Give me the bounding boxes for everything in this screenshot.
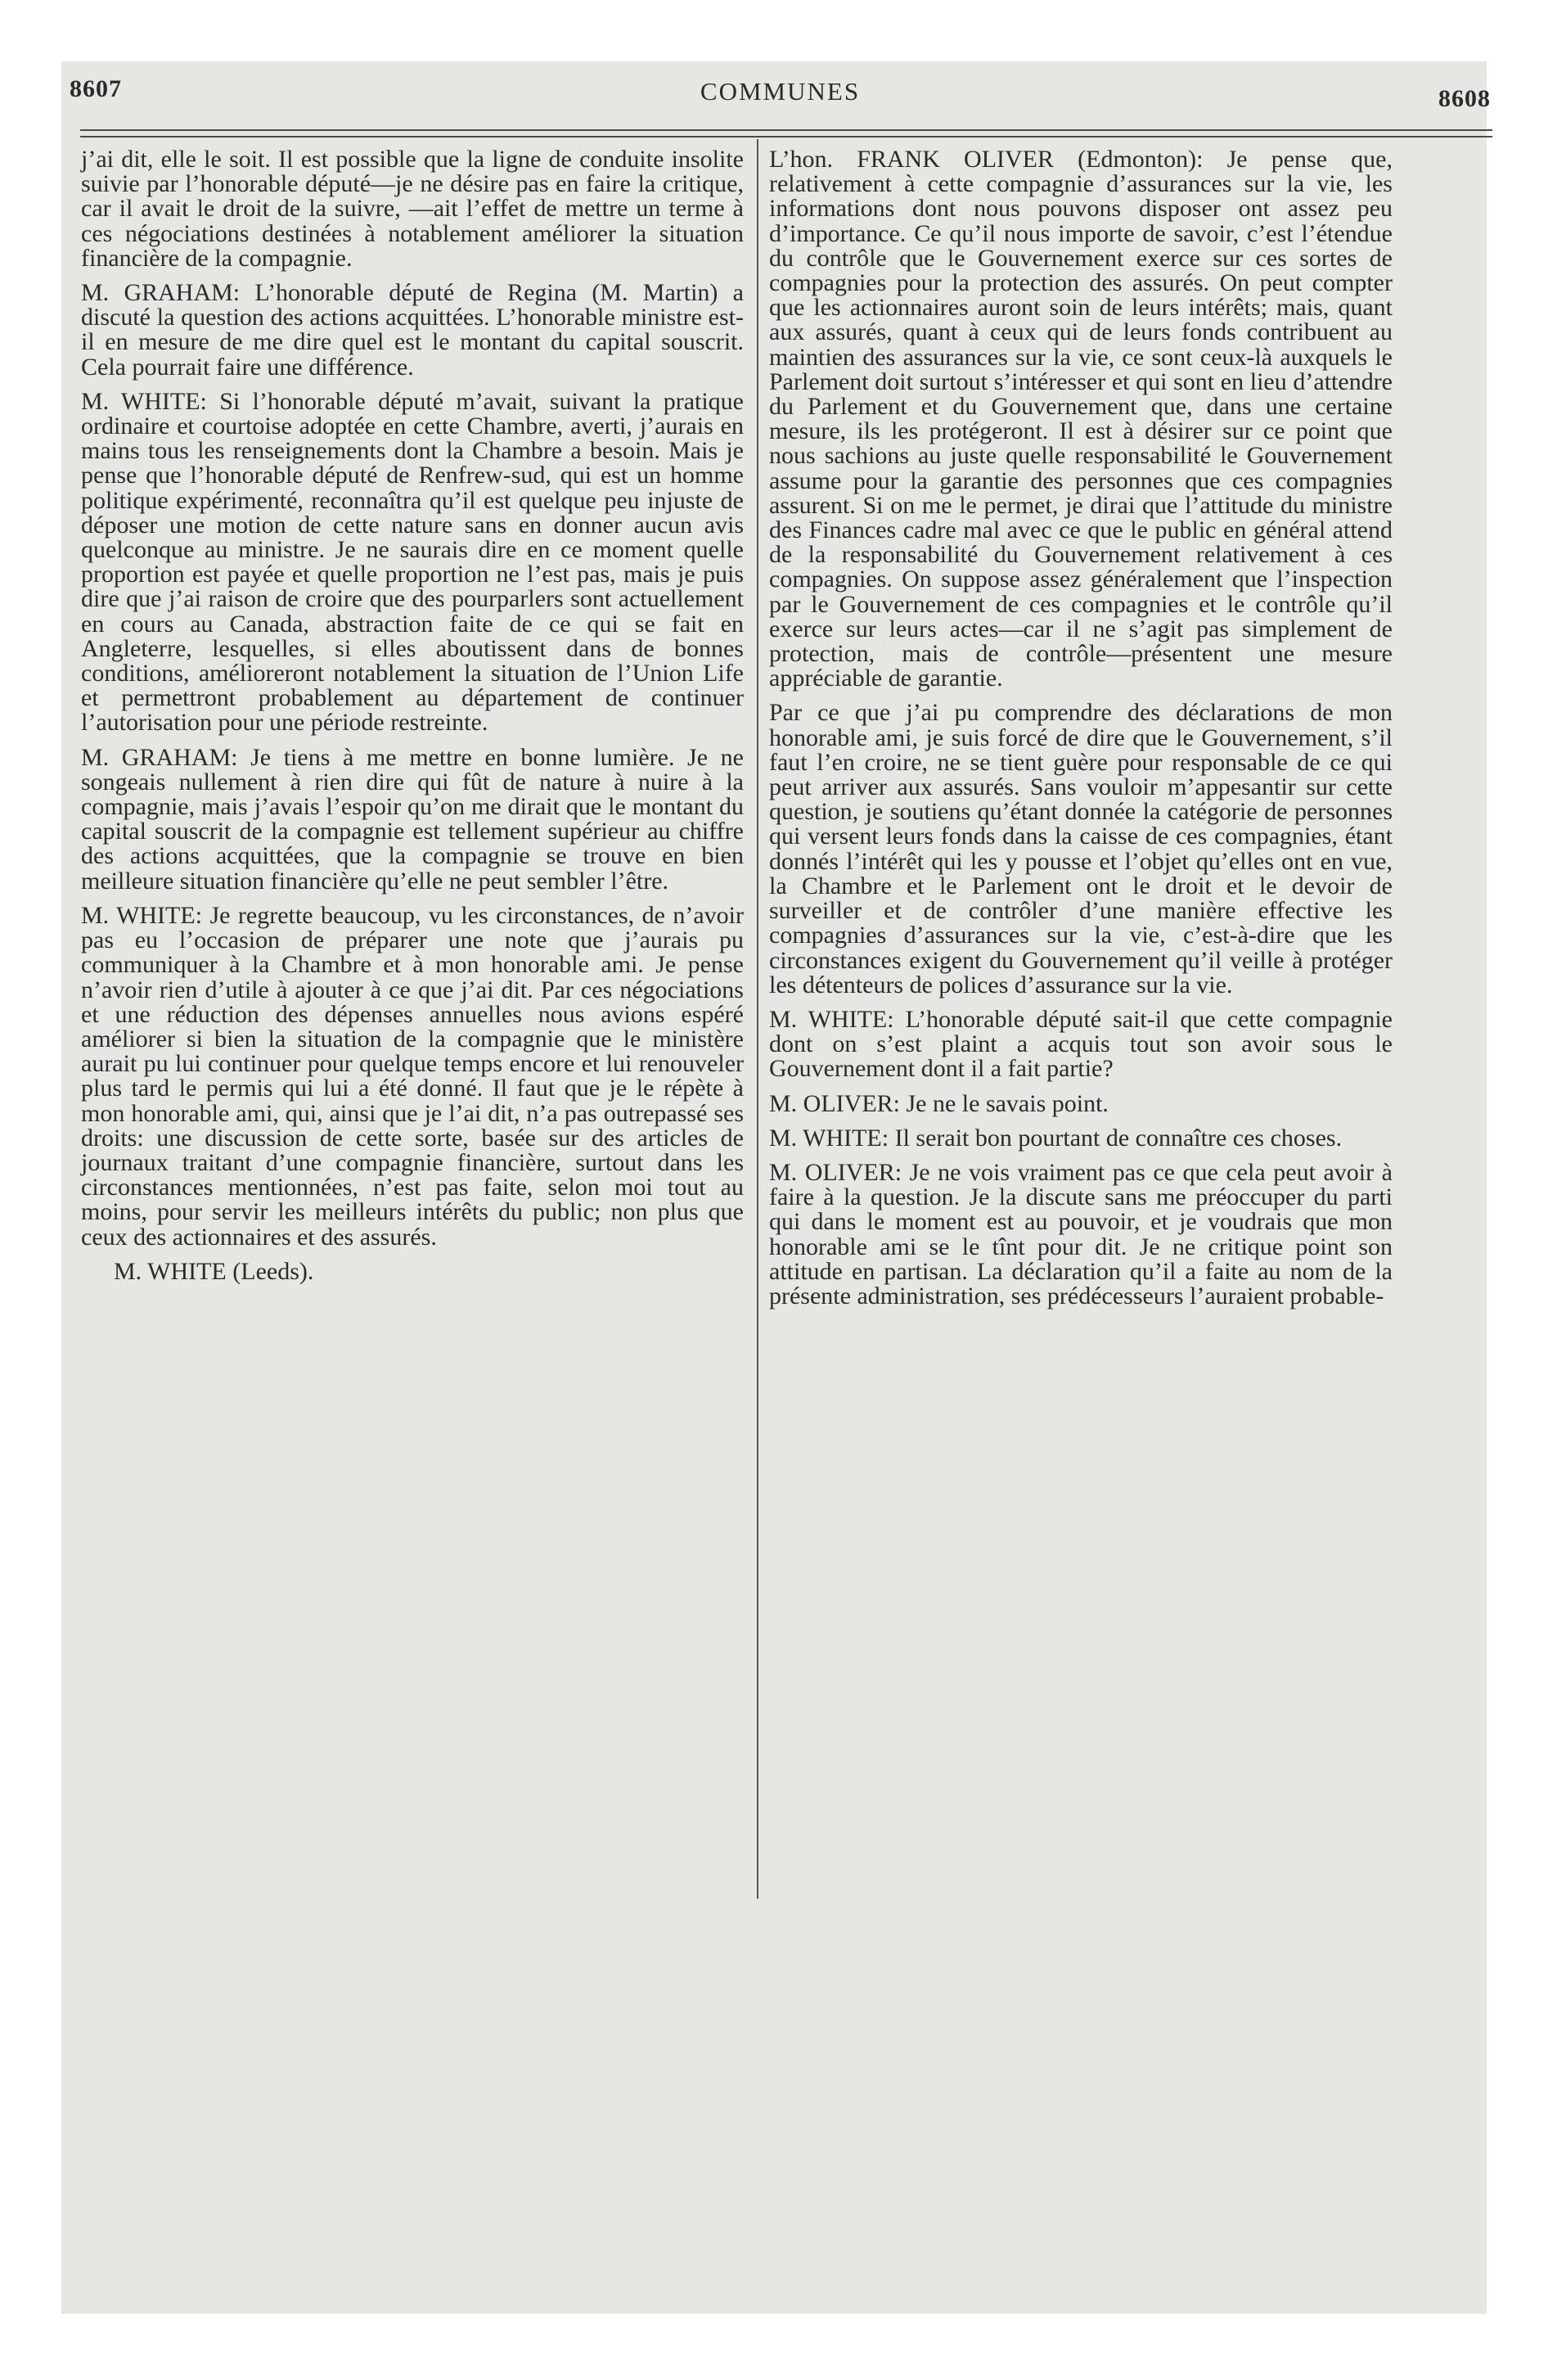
header-rule-bottom [80, 136, 1492, 137]
paragraph: M. OLIVER: Je ne vois vraiment pas ce que cela peut avoir à faire à la question. Je la discute sans me préoccuper du parti qui dans le moment est au pouvoir, et je voudrais que mon honorable ami se le tînt pour dit. Je ne critique point son attitude en partisan. La déclaration qu’il a faite au nom de la présente administration, ses prédécesseurs l’auraient probable- [769, 1158, 1393, 1309]
paragraph: M. GRAHAM: L’honorable député de Regina (M. Martin) a discuté la question des actions acquittées. L’honorable ministre est-il en mesure de me dire quel est le montant du capital souscrit. Cela pourrait faire une différence. [81, 279, 744, 381]
paragraph: M. WHITE: Il serait bon pourtant de connaître ces choses. [769, 1124, 1343, 1152]
header-rule-top [80, 129, 1492, 131]
left-column [81, 147, 744, 1294]
paragraph: M. WHITE: Je regrette beaucoup, vu les circonstances, de n’avoir pas eu l’occasion de préparer une note que j’aurais pu communiquer à la Chambre et à mon honorable ami. Je pense n’avoir rien d’utile à ajouter à ce que j’ai dit. Par ces négociations et une réduction des dépenses annuelles nous avions espéré améliorer si bien la situation de la compagnie que le ministère aurait pu lui continuer pour quelque temps encore et lui renouveler plus tard le permis qui lui a été donné. Il faut que je le répète à mon honorable ami, qui, ainsi que je l’ai dit, n’a pas outrepassé ses droits: une discussion de cette sorte, basée sur des articles de journaux traitant d’une compagnie financière, surtout dans les circonstances mentionnées, n’est pas faite, selon moi tout au moins, pour servir les meilleurs intérêts du public; non plus que ceux des actionnaires et des assurés. [81, 901, 744, 1251]
paragraph: M. WHITE: L’honorable député sait-il que cette compagnie dont on s’est plaint a acquis tout son avoir sous le Gouvernement dont il a fait partie? [769, 1005, 1393, 1083]
column-divider [757, 139, 758, 1899]
page-number-left: 8607 [70, 75, 122, 102]
paragraph: j’ai dit, elle le soit. Il est possible que la ligne de conduite insolite suivie par l’honorable député—je ne désire pas en faire la critique, car il avait le droit de la suivre, —ait l’effet de mettre un terme à ces négociations destinées à notablement améliorer la situation financière de la compagnie. [81, 146, 744, 272]
paragraph: M. WHITE: Si l’honorable député m’avait, suivant la pratique ordinaire et courtoise adoptée en cette Chambre, averti, j’aurais en mains tous les renseignements dont la Chambre a besoin. Mais je pense que l’honorable député de Renfrew-sud, qui est un homme politique expérimenté, reconnaîtra qu’il est quelque peu injuste de déposer une motion de cette nature sans en donner aucun avis quelconque au ministre. Je ne saurais dire en ce moment quelle proportion est payée et quelle proportion ne l’est pas, mais je puis dire que j’ai raison de croire que des pourparlers sont actuellement en cours au Canada, abstraction faite de ce qui se fait en Angleterre, lesquelles, si elles aboutissent dans de bonnes conditions, amélioreront notablement la situation de l’Union Life et permettront probablement au département de continuer l’autorisation pour une période restreinte. [81, 387, 744, 737]
paragraph: Par ce que j’ai pu comprendre des déclarations de mon honorable ami, je suis forcé de dire que le Gouvernement, s’il faut l’en croire, ne se tient guère pour responsable de ce qui peut arriver aux assurés. Sans vouloir m’appesantir sur cette question, je soutiens qu’étant donnée la catégorie de personnes qui versent leurs fonds dans la caisse de ces compagnies, étant donnés l’intérêt qui les y pousse et l’objet qu’elles ont en vue, la Chambre et le Parlement ont le droit et le devoir de surveiller et de contrôler d’une manière effective les compagnies d’assurances sur la vie, c’est-à-dire que les circonstances exigent du Gouvernement qu’il veille à protéger les détenteurs de polices d’assurance sur la vie. [769, 699, 1393, 998]
page-header [70, 75, 1491, 124]
speaker-line: M. WHITE (Leeds). [114, 1257, 314, 1285]
paragraph: M. GRAHAM: Je tiens à me mettre en bonne lumière. Je ne songeais nullement à rien dire qui fût de nature à nuire à la compagnie, mais j’avais l’espoir qu’on me dirait que le montant du capital souscrit de la compagnie est tellement supérieur au chiffre des actions acquittées, que la compagnie se trouve en bien meilleure situation financière qu’elle ne peut sembler l’être. [81, 743, 744, 895]
paragraph: L’hon. FRANK OLIVER (Edmonton): Je pense que, relativement à cette compagnie d’assurances sur la vie, les informations dont nous pouvons disposer ont assez peu d’importance. Ce qu’il nous importe de savoir, c’est l’étendue du contrôle que le Gouvernement exerce sur ces sortes de compagnies pour la protection des assurés. On peut compter que les actionnaires auront soin de leurs intérêts; mais, quant aux assurés, quant à ceux qui de leurs fonds contribuent au maintien des assurances sur la vie, ce sont ceux-là auxquels le Parlement doit surtout s’intéresser et qui sont en lieu d’attendre du Parlement et du Gouvernement que, dans une certaine mesure, ils les protégeront. Il est à désirer sur ce point que nous sachions au juste quelle responsabilité le Gouvernement assume pour la garantie des personnes que ces compagnies assurent. Si on me le permet, je dirai que l’attitude du ministre des Finances cadre mal avec ce que le public en général attend de la responsabilité du Gouvernement relativement à ces compagnies. On suppose assez généralement que l’inspection par le Gouvernement de ces compagnies et le contrôle qu’il exerce sur leurs actes—car il ne s’agit pas simplement de protection, mais de contrôle—présentent une mesure appréciable de garantie. [769, 146, 1393, 692]
page-title: COMMUNES [700, 77, 861, 106]
paragraph: M. OLIVER: Je ne le savais point. [769, 1089, 1109, 1117]
page-number-right: 8608 [1438, 85, 1491, 112]
right-column [769, 147, 1393, 1318]
